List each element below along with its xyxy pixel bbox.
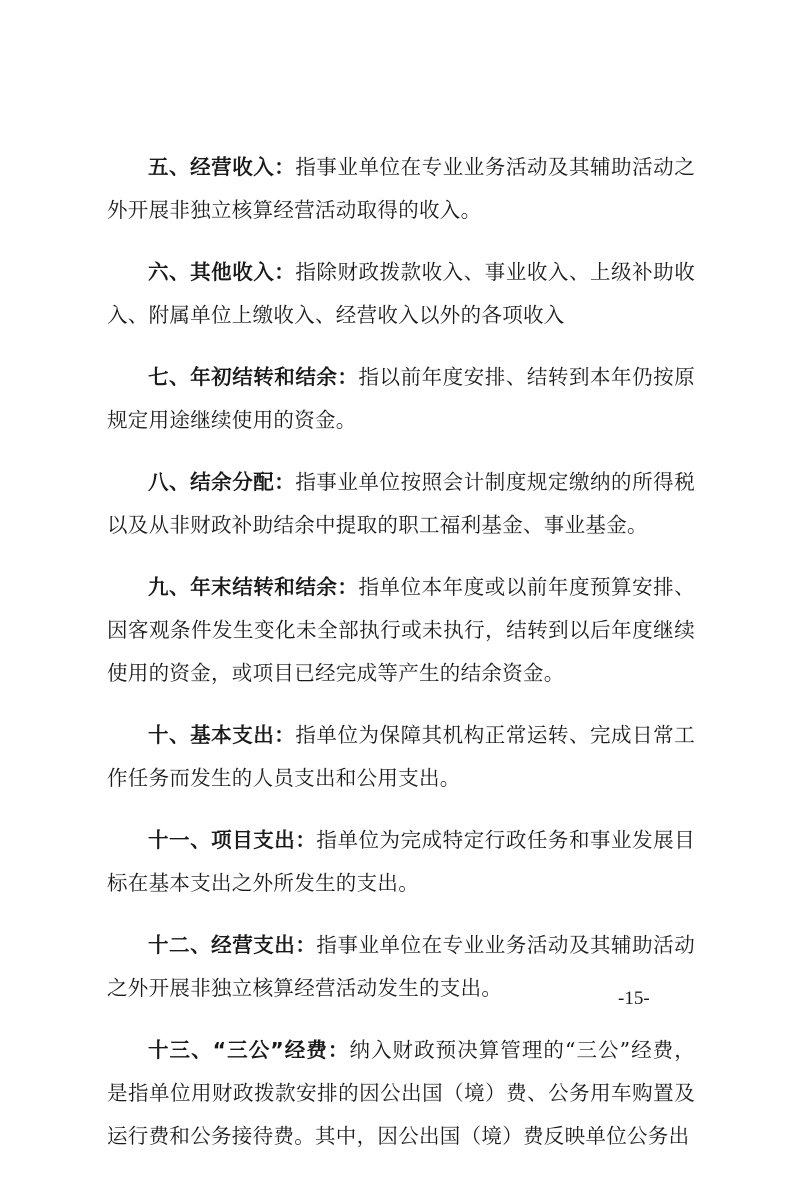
term-operating-expenditure: 十二、经营支出： (148, 933, 317, 957)
term-surplus-distribution: 八、结余分配： (148, 470, 296, 494)
definition-operating-expenditure: 指事业单位在专业业务活动及其辅助活动之外开展非独立核算经营活动发生的支出。 (107, 933, 695, 1000)
term-ending-carryover: 九、年末结转和结余： (148, 575, 359, 599)
definition-other-income: 指除财政拨款收入、事业收入、上级补助收入、附属单位上缴收入、经营收入以外的各项收入 (107, 260, 695, 327)
definition-operating-income: 指事业单位在专业业务活动及其辅助活动之外开展非独立核算经营活动取得的收入。 (107, 155, 695, 222)
paragraph-operating-income (107, 146, 695, 232)
definition-project-expenditure: 指单位为完成特定行政任务和事业发展目标在基本支出之外所发生的支出。 (107, 828, 695, 895)
definition-three-public-expenses: 纳入财政预决算管理的“三公”经费，是指单位用财政拨款安排的因公出国（境）费、公务用车购置及运行费和公务接待费。其中，因公出国（境）费反映单位公务出 (107, 1038, 696, 1148)
page-number: -15- (618, 988, 650, 1009)
definition-surplus-distribution: 指事业单位按照会计制度规定缴纳的所得税以及从非财政补助结余中提取的职工福利基金、事业基金。 (107, 470, 695, 537)
paragraph-three-public-expenses (107, 1029, 695, 1158)
paragraph-ending-carryover (107, 566, 695, 695)
term-other-income: 六、其他收入： (148, 260, 296, 284)
definition-ending-carryover: 指单位本年度或以前年度预算安排、因客观条件发生变化未全部执行或未执行，结转到以后年度继续使用的资金，或项目已经完成等产生的结余资金。 (107, 575, 695, 685)
term-operating-income: 五、经营收入： (148, 155, 296, 179)
paragraph-other-income (107, 251, 695, 337)
term-project-expenditure: 十一、项目支出： (148, 828, 317, 852)
paragraph-surplus-distribution (107, 461, 695, 547)
paragraph-project-expenditure (107, 819, 695, 905)
paragraph-basic-expenditure (107, 714, 695, 800)
definition-basic-expenditure: 指单位为保障其机构正常运转、完成日常工作任务而发生的人员支出和公用支出。 (107, 723, 695, 790)
paragraph-operating-expenditure (107, 924, 695, 1010)
term-basic-expenditure: 十、基本支出： (148, 723, 296, 747)
paragraph-beginning-carryover (107, 356, 695, 442)
term-beginning-carryover: 七、年初结转和结余： (148, 365, 359, 389)
term-three-public-expenses: 十三、“三公”经费： (148, 1038, 350, 1062)
document-body (107, 146, 695, 1177)
definition-beginning-carryover: 指以前年度安排、结转到本年仍按原规定用途继续使用的资金。 (107, 365, 695, 432)
